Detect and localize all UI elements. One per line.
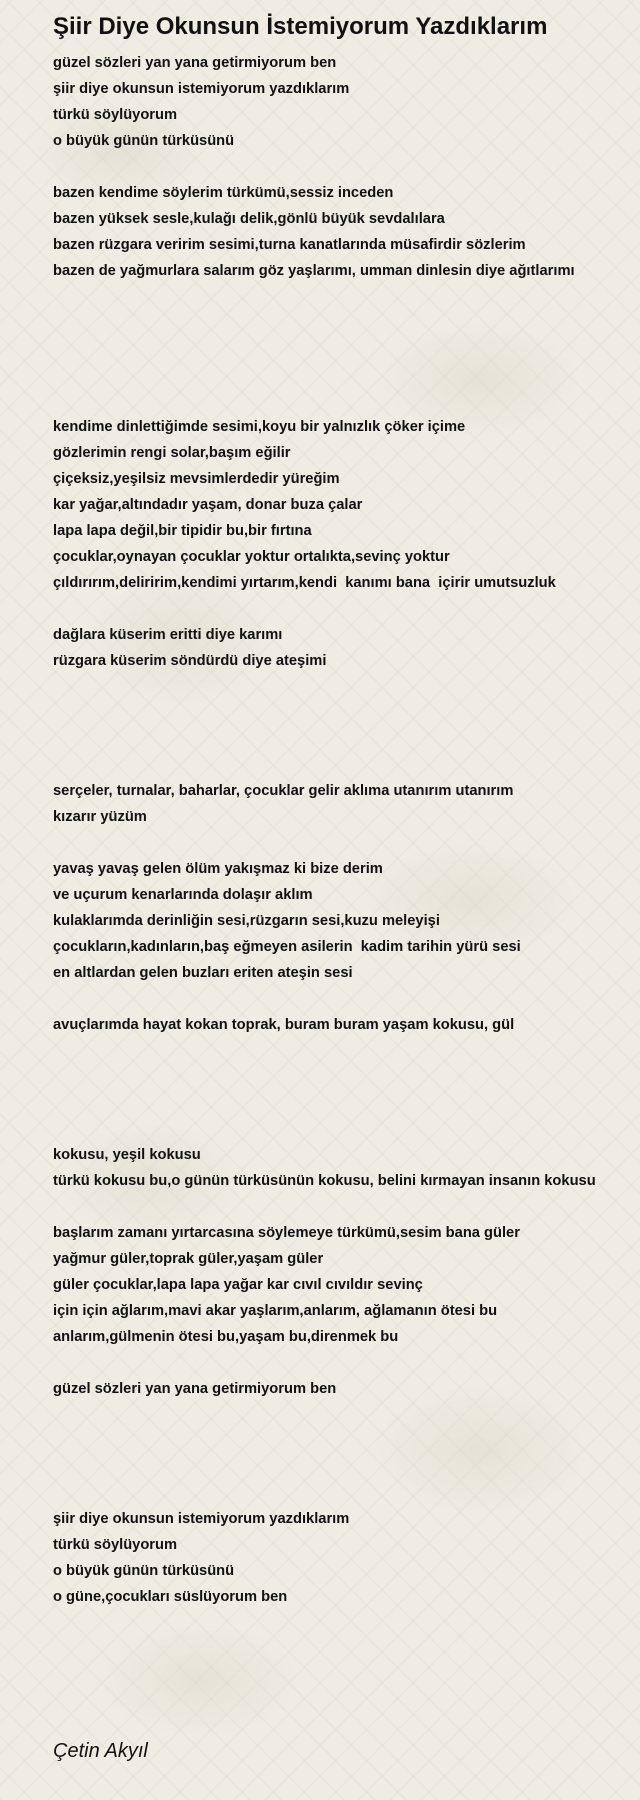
- poem-line: avuçlarımda hayat kokan toprak, buram buram yaşam kokusu, gül: [53, 1017, 515, 1033]
- poem-line: güzel sözleri yan yana getirmiyorum ben: [53, 55, 337, 71]
- poem-line: o güne,çocukları süslüyorum ben: [53, 1589, 288, 1605]
- poem-line: şiir diye okunsun istemiyorum yazdıklarım: [53, 81, 350, 97]
- poem-line: [53, 1402, 640, 1428]
- poem-line: çocukların,kadınların,baş eğmeyen asilerin kadim tarihin yürü sesi: [53, 939, 521, 955]
- poem-line: serçeler, turnalar, baharlar, çocuklar gelir aklıma utanırım utanırım: [53, 783, 514, 799]
- poem-line: bazen yüksek sesle,kulağı delik,gönlü büyük sevdalılara: [53, 211, 445, 227]
- poem-line: kızarır yüzüm: [53, 809, 147, 825]
- poem-line: [53, 674, 640, 700]
- poem-line: [53, 830, 640, 856]
- poem-line: [53, 1350, 640, 1376]
- poem-line: kokusu, yeşil kokusu: [53, 1147, 201, 1163]
- poem-line: dağlara küserim eritti diye karımı: [53, 627, 283, 643]
- poem-line: en altlardan gelen buzları eriten ateşin sesi: [53, 965, 353, 981]
- poem-line: [53, 310, 640, 336]
- poem-line: lapa lapa değil,bir tipidir bu,bir fırtına: [53, 523, 312, 539]
- poem-line: [53, 700, 640, 726]
- poem-line: o büyük günün türküsünü: [53, 1563, 235, 1579]
- poem-line: rüzgara küserim söndürdü diye ateşimi: [53, 653, 327, 669]
- poem-line: [53, 1194, 640, 1220]
- poem-line: [53, 596, 640, 622]
- poem-line: çiçeksiz,yeşilsiz mevsimlerdedir yüreğim: [53, 471, 340, 487]
- poem-line: için için ağlarım,mavi akar yaşlarım,anlarım, ağlamanın ötesi bu: [53, 1303, 498, 1319]
- poem-line: [53, 1090, 640, 1116]
- poem-line: türkü söylüyorum: [53, 107, 178, 123]
- poem-line: [53, 388, 640, 414]
- poem-line: kar yağar,altındadır yaşam, donar buza çalar: [53, 497, 363, 513]
- poem-line: [53, 154, 640, 180]
- poem-line: [53, 1116, 640, 1142]
- poem-line: [53, 1454, 640, 1480]
- poem-line: gözlerimin rengi solar,başım eğilir: [53, 445, 291, 461]
- poem-line: yağmur güler,toprak güler,yaşam güler: [53, 1251, 324, 1267]
- poem-author: Çetin Akyıl: [53, 1740, 148, 1762]
- poem-line: [53, 284, 640, 310]
- poem-line: çıldırırım,deliririm,kendimi yırtarım,kendi kanımı bana içirir umutsuzluk: [53, 575, 556, 591]
- poem-line: [53, 1480, 640, 1506]
- poem-line: [53, 752, 640, 778]
- poem-line: [53, 726, 640, 752]
- poem-line: [53, 1428, 640, 1454]
- poem-title: Şiir Diye Okunsun İstemiyorum Yazdıklarım: [53, 13, 548, 40]
- poem-line: kulaklarımda derinliğin sesi,rüzgarın sesi,kuzu meleyişi: [53, 913, 440, 929]
- poem-body: [53, 50, 640, 1610]
- poem-line: anlarım,gülmenin ötesi bu,yaşam bu,direnmek bu: [53, 1329, 399, 1345]
- poem-line: [53, 986, 640, 1012]
- poem-line: o büyük günün türküsünü: [53, 133, 235, 149]
- poem-line: türkü söylüyorum: [53, 1537, 178, 1553]
- poem-line: [53, 362, 640, 388]
- poem-line: bazen rüzgara veririm sesimi,turna kanatlarında müsafirdir sözlerim: [53, 237, 526, 253]
- poem-line: bazen de yağmurlara salarım göz yaşlarımı, umman dinlesin diye ağıtlarımı: [53, 263, 575, 279]
- poem-line: [53, 1038, 640, 1064]
- poem-line: [53, 1064, 640, 1090]
- poem-line: şiir diye okunsun istemiyorum yazdıklarım: [53, 1511, 350, 1527]
- poem-container: [53, 10, 640, 1610]
- poem-line: ve uçurum kenarlarında dolaşır aklım: [53, 887, 313, 903]
- poem-line: bazen kendime söylerim türkümü,sessiz inceden: [53, 185, 394, 201]
- poem-line: yavaş yavaş gelen ölüm yakışmaz ki bize derim: [53, 861, 383, 877]
- poem-line: başlarım zamanı yırtarcasına söylemeye türkümü,sesim bana güler: [53, 1225, 520, 1241]
- poem-line: türkü kokusu bu,o günün türküsünün kokusu, belini kırmayan insanın kokusu: [53, 1173, 596, 1189]
- poem-line: çocuklar,oynayan çocuklar yoktur ortalıkta,sevinç yoktur: [53, 549, 450, 565]
- poem-line: [53, 336, 640, 362]
- poem-line: kendime dinlettiğimde sesimi,koyu bir yalnızlık çöker içime: [53, 419, 466, 435]
- poem-line: güzel sözleri yan yana getirmiyorum ben: [53, 1381, 337, 1397]
- poem-line: güler çocuklar,lapa lapa yağar kar cıvıl cıvıldır sevinç: [53, 1277, 423, 1293]
